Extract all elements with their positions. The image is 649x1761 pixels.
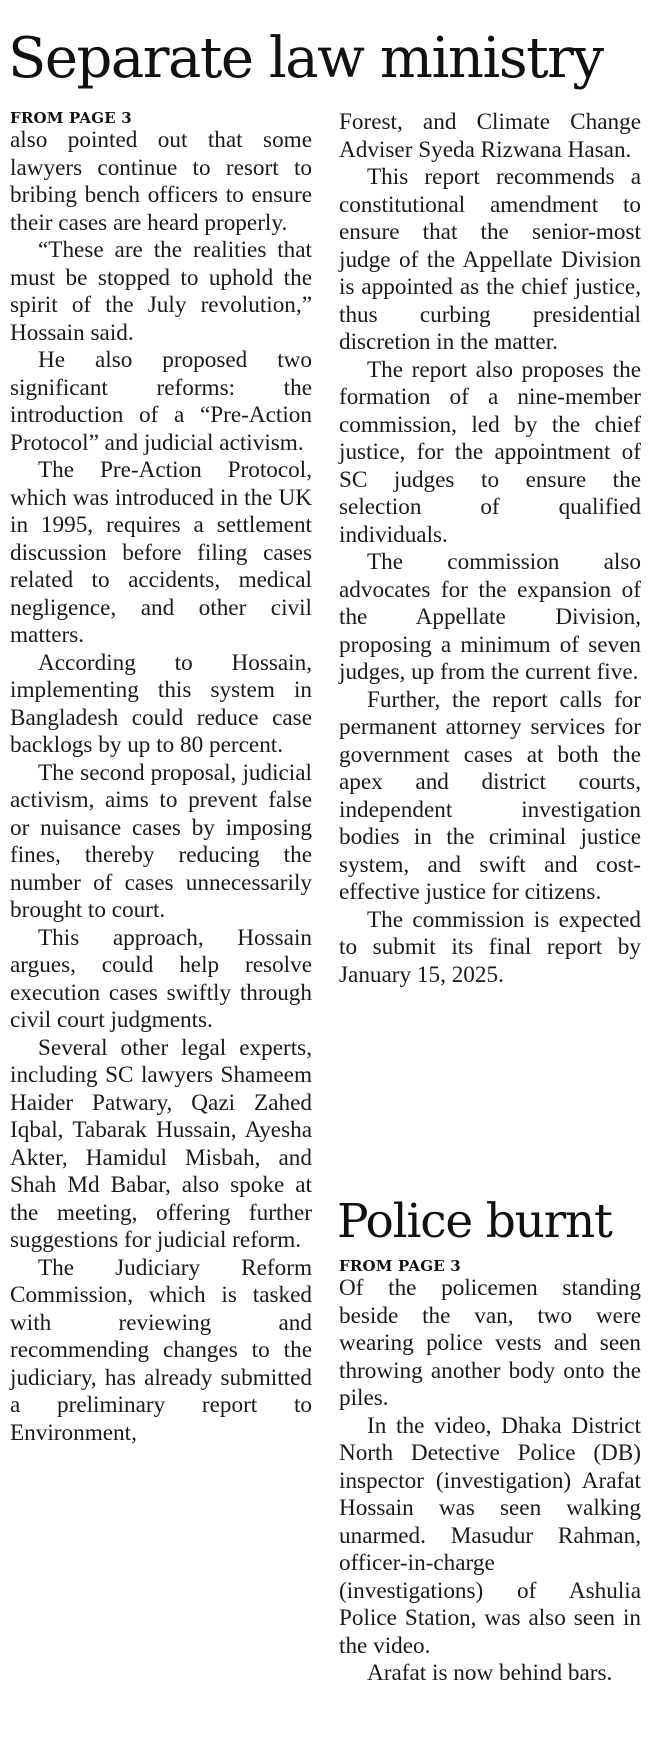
paragraph: The report also proposes the formation of a nine-member commission, led by the chief justice, for the appointment of SC judges to ensure the selection of qualified individuals. xyxy=(339,356,641,548)
jump-line: FROM PAGE 3 xyxy=(10,109,132,127)
paragraph: The commission is expected to submit its final report by January 15, 2025. xyxy=(339,906,641,988)
police-burnt-article xyxy=(339,1193,641,1688)
paragraph: Of the policemen standing beside the van, two were wearing police vests and seen throwing another body onto the piles. xyxy=(339,1275,641,1411)
article-right-column xyxy=(339,109,641,989)
paragraph: This approach, Hossain argues, could help resolve execution cases swiftly through civil court judgments. xyxy=(10,924,312,1033)
paragraph: The Pre-Action Protocol, which was introduced in the UK in 1995, requires a settlement discussion before filing cases related to accidents, medical negligence, and other civil matters. xyxy=(10,457,312,648)
jump-line: FROM PAGE 3 xyxy=(339,1257,461,1275)
article-headline: Police burnt xyxy=(337,1194,612,1249)
article-left-column xyxy=(10,109,312,1447)
paragraph: The Judiciary Reform Commission, which is tasked with reviewing and recommending changes to the judiciary, has already submitted a preliminary report to Environment, xyxy=(10,1254,312,1446)
paragraph: Arafat is now behind bars. xyxy=(367,1660,613,1686)
paragraph: Further, the report calls for permanent attorney services for government cases at both the apex and district courts, independent investigation bodies in the criminal justice system, and swift and cost-effective justice for citizens. xyxy=(339,686,641,905)
article-headline: Separate law ministry xyxy=(8,26,603,91)
paragraph: Several other legal experts, including SC lawyers Shameem Haider Patwary, Qazi Zahed Iqbal, Tabarak Hussain, Ayesha Akter, Hamidul Misbah, and Shah Md Babar, also spoke at the meeting, offering further suggestions for judicial reform. xyxy=(10,1034,312,1253)
paragraph: “These are the realities that must be stopped to uphold the spirit of the July revolution,” Hossain said. xyxy=(10,237,312,346)
paragraph: He also proposed two significant reforms: the introduction of a “Pre-Action Protocol” and judicial activism. xyxy=(10,347,312,456)
paragraph: Forest, and Climate Change Adviser Syeda Rizwana Hasan. xyxy=(339,109,641,163)
paragraph: The second proposal, judicial activism, aims to prevent false or nuisance cases by imposing fines, thereby reducing the number of cases unnecessarily brought to court. xyxy=(10,759,312,923)
paragraph: also pointed out that some lawyers continue to resort to bribing bench officers to ensure their cases are heard properly. xyxy=(10,127,312,236)
paragraph: According to Hossain, implementing this system in Bangladesh could reduce case backlogs by up to 80 percent. xyxy=(10,649,312,758)
paragraph: This report recommends a constitutional amendment to ensure that the senior-most judge of the Appellate Division is appointed as the chief justice, thus curbing presidential discretion in the matter. xyxy=(339,164,641,355)
paragraph: The commission also advocates for the expansion of the Appellate Division, proposing a minimum of seven judges, up from the current five. xyxy=(339,549,641,685)
paragraph: In the video, Dhaka District North Detective Police (DB) inspector (investigation) Arafat Hossain was seen walking unarmed. Masudur Rahman, officer-in-charge (investigations) of Ashulia Police Station, was also seen in the video. xyxy=(339,1412,641,1659)
